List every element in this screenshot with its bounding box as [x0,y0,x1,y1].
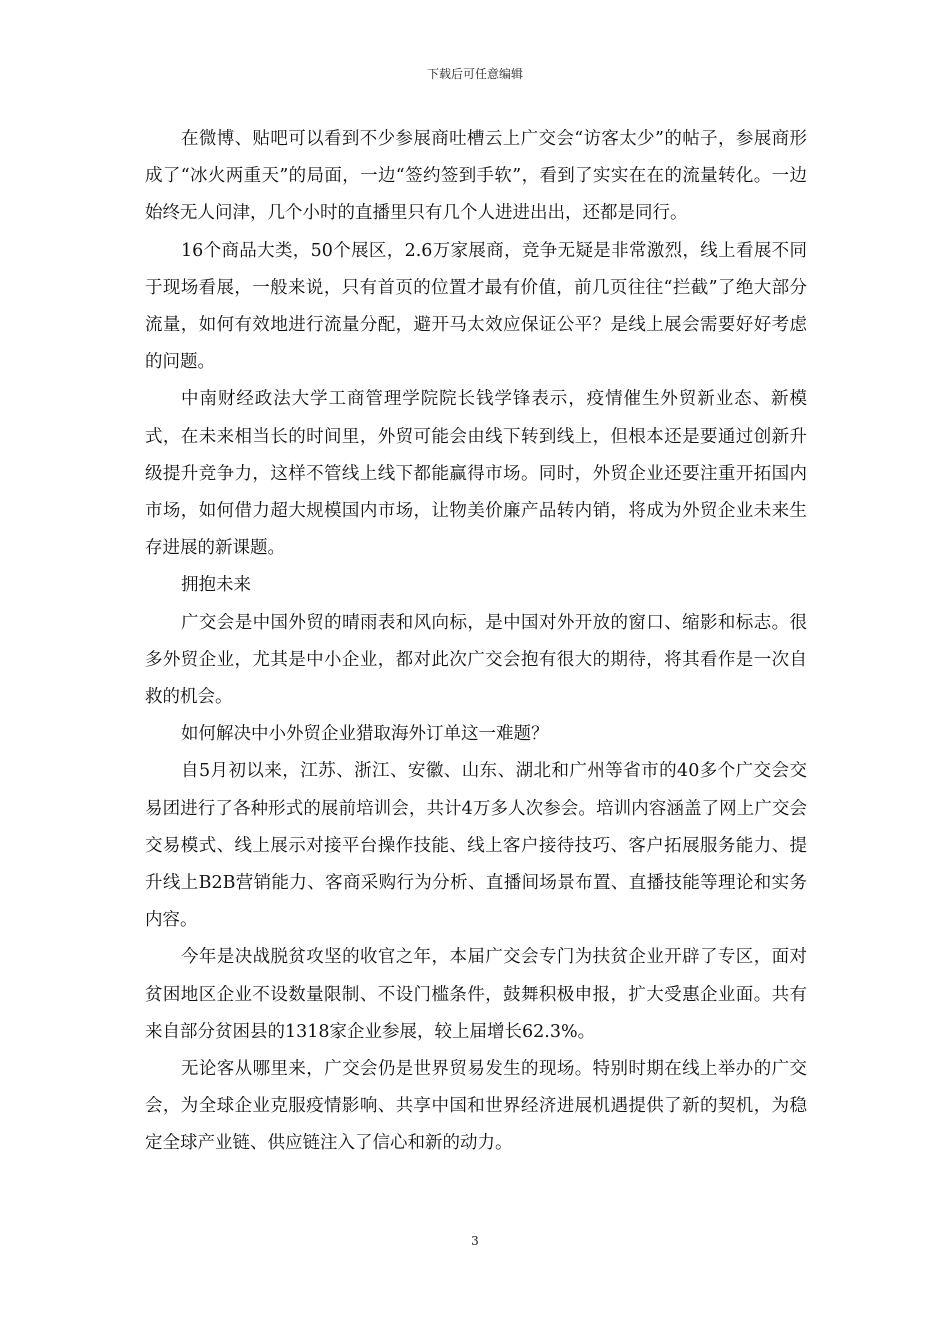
page-body [145,121,807,1163]
section-heading-embrace-future: 拥抱未来 [181,575,251,596]
paragraph-conclusion: 无论客从哪里来，广交会仍是世界贸易发生的现场。特别时期在线上举办的广交会，为全球企业克服疫情影响、共享中国和世界经济进展机遇提供了新的契机，为稳定全球产业链、供应链注入了信心和新的动力。 [145,1059,807,1154]
paragraph-question: 如何解决中小外贸企业猎取海外订单这一难题？ [181,724,549,745]
page-number: 3 [471,1234,479,1248]
paragraph-expert-opinion: 中南财经政法大学工商管理学院院长钱学锋表示，疫情催生外贸新业态、新模式，在未来相当长的时间里，外贸可能会由线下转到线上，但根本还是要通过创新升级提升竞争力，这样不管线上线下都能赢得市场。同时，外贸企业还要注重开拓国内市场，如何借力超大规模国内市场，让物美价廉产品转内销，将成为外贸企业未来生存进展的新课题。 [145,389,807,559]
paragraph-poverty-alleviation: 今年是决战脱贫攻坚的收官之年，本届广交会专门为扶贫企业开辟了专区，面对贫困地区企业不设数量限制、不设门槛条件，鼓舞积极申报，扩大受惠企业面。共有来自部分贫困县的1318家企业参展，较上届增长62.3%。 [145,947,807,1042]
paragraph-competition: 16个商品大类，50个展区，2.6万家展商，竞争无疑是非常激烈，线上看展不同于现场看展，一般来说，只有首页的位置才最有价值，前几页往往“拦截”了绝大部分流量，如何有效地进行流量分配，避开马太效应保证公平？是线上展会需要好好考虑的问题。 [145,240,807,373]
paragraph-training: 自5月初以来，江苏、浙江、安徽、山东、湖北和广州等省市的40多个广交会交易团进行了各种形式的展前培训会，共计4万多人次参会。培训内容涵盖了网上广交会交易模式、线上展示对接平台操作技能、线上客户接待技巧、客户拓展服务能力、提升线上B2B营销能力、客商采购行为分析、直播间场景布置、直播技能等理论和实务内容。 [145,761,807,931]
paragraph-exhibitor-complaints: 在微博、贴吧可以看到不少参展商吐槽云上广交会“访客太少”的帖子，参展商形成了“冰火两重天”的局面，一边“签约签到手软”，看到了实实在在的流量转化。一边始终无人问津，几个小时的直播里只有几个人进进出出，还都是同行。 [145,129,807,224]
paragraph-canton-fair-barometer: 广交会是中国外贸的晴雨表和风向标，是中国对外开放的窗口、缩影和标志。很多外贸企业，尤其是中小企业，都对此次广交会抱有很大的期待，将其看作是一次自救的机会。 [145,612,807,708]
page-header: 下载后可任意编辑 [426,67,523,81]
